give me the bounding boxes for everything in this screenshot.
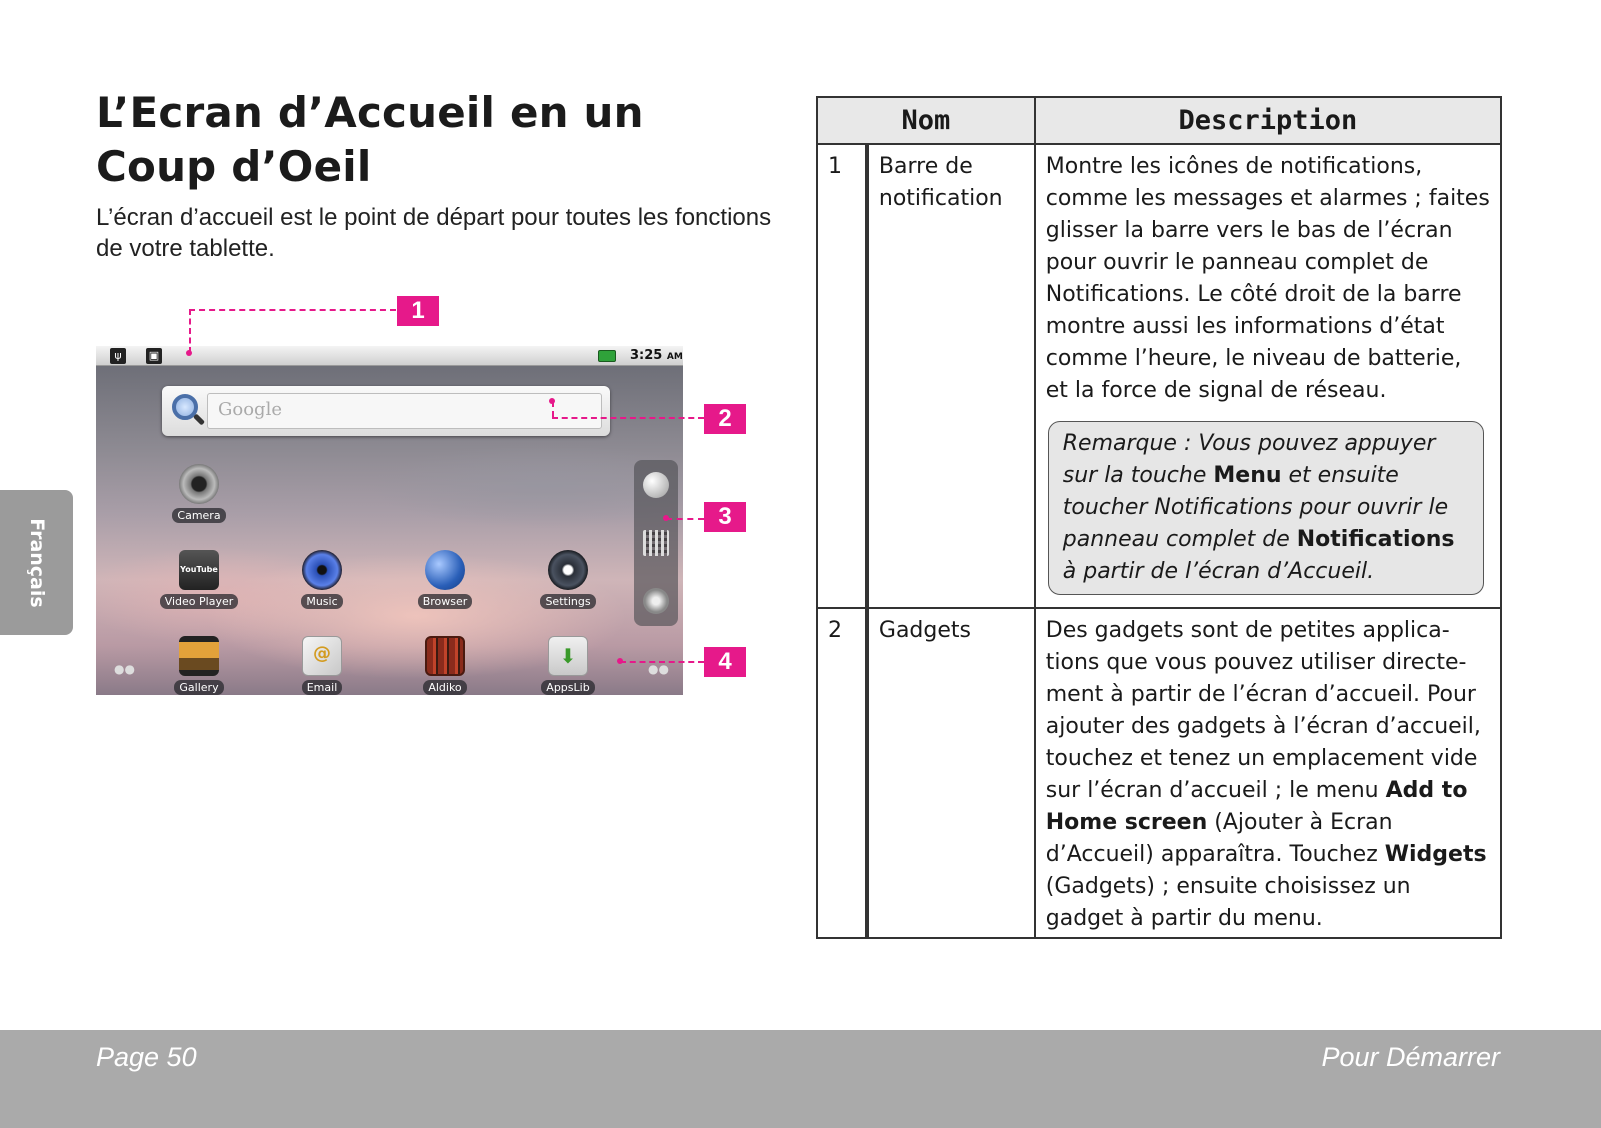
callout-3-dot (663, 515, 669, 521)
callout-2-line (552, 417, 704, 419)
camera-icon (179, 464, 219, 504)
app-label: Browser (418, 594, 473, 609)
app-gallery (154, 636, 244, 695)
home-screen-screenshot (96, 346, 683, 695)
page-footer (0, 1030, 1601, 1128)
gallery-icon (179, 636, 219, 676)
app-camera (154, 464, 244, 523)
page-title: L’Ecran d’Accueil en un Coup d’Oeil (96, 88, 644, 191)
language-tab-label: Français (25, 517, 48, 608)
row-name: Barre de notification (867, 144, 1035, 608)
globe-icon (425, 550, 465, 590)
app-label: Camera (172, 508, 225, 523)
wallpaper (96, 366, 683, 695)
table-row (817, 144, 1501, 608)
email-icon (302, 636, 342, 676)
page-indicator-right-icon: ●● (648, 662, 669, 676)
callout-3-line (666, 518, 704, 520)
row-name: Gadgets (867, 608, 1035, 938)
google-search-widget (162, 386, 610, 436)
app-label: Video Player (160, 594, 239, 609)
page-indicator-left-icon: ●● (114, 662, 135, 676)
battery-icon (598, 350, 616, 362)
callout-4-dot (617, 658, 623, 664)
note-box: Remarque : Vous pouvez appuyer sur la touche Menu et ensuite toucher Notifications pour ouvrir le panneau complet de Notifications à partir de l’écran d’Accueil. (1048, 421, 1484, 595)
callout-3: 3 (704, 502, 746, 532)
app-label: AppsLib (541, 680, 594, 695)
status-time: 3:25 AM (630, 348, 683, 363)
app-email (277, 636, 367, 695)
column-header-description: Description (1035, 97, 1501, 144)
intro-text: L’écran d’accueil est le point de départ pour toutes les fonctions de votre tablette. (96, 204, 772, 262)
app-label: Settings (540, 594, 595, 609)
app-aldiko (400, 636, 490, 695)
bookshelf-icon (425, 636, 465, 676)
google-search-field: Google (207, 393, 602, 429)
row-description: Des gadgets sont de petites applica-tions que vous pouvez utiliser directe-ment à partir de l’écran d’accueil. Pour ajouter des gadgets à l’écran d’accueil, touchez et tenez un emplacement vide sur l’écran d’accueil ; le menu Add to Home screen (Ajouter à Ecran d’Accueil) apparaîtra. Touchez Widgets (Gadgets) ; ensuite choisissez un gadget à partir du menu. (1035, 608, 1501, 938)
row-description (1035, 144, 1501, 608)
page-number: Page 50 (96, 1042, 197, 1072)
row-description-text: Montre les icônes de notifications, comme les messages et alarmes ; faites glisser la barre vers le bas de l’écran pour ouvrir le panneau complet de Notifications. Le côté droit de la barre montre aussi les informations d’état comme l’heure, le niveau de batterie, et la force de signal de réseau. (1045, 154, 1490, 403)
description-table (816, 96, 1502, 939)
callout-1: 1 (397, 296, 439, 326)
column-header-nom: Nom (817, 97, 1035, 144)
youtube-icon: YouTube (179, 550, 219, 590)
callout-1-line (189, 309, 396, 311)
download-bag-icon (548, 636, 588, 676)
search-icon (172, 394, 198, 420)
row-number: 1 (817, 144, 867, 608)
dock-shortcut-icon (643, 588, 669, 614)
app-drawer-icon (643, 530, 669, 556)
app-browser (400, 550, 490, 609)
callout-1-dot (186, 350, 192, 356)
android-icon: ▣ (146, 348, 162, 364)
app-video-player (154, 550, 244, 609)
callout-4-line (620, 661, 704, 663)
app-music (277, 550, 367, 609)
music-icon (302, 550, 342, 590)
app-label: Music (301, 594, 342, 609)
usb-icon: ψ (110, 348, 126, 364)
row-number: 2 (817, 608, 867, 938)
launcher-dock (634, 460, 678, 626)
table-header-row (817, 97, 1501, 144)
app-label: Gallery (174, 680, 223, 695)
callout-1-leader (189, 309, 191, 353)
app-appslib (523, 636, 613, 695)
callout-2-dot (549, 398, 555, 404)
browser-shortcut-icon (643, 472, 669, 498)
language-tab (0, 490, 73, 635)
settings-icon (548, 550, 588, 590)
app-label: Aldiko (423, 680, 466, 695)
callout-2: 2 (704, 404, 746, 434)
callout-4: 4 (704, 647, 746, 677)
app-settings (523, 550, 613, 609)
section-title: Pour Démarrer (1321, 1042, 1500, 1072)
notification-bar (96, 346, 683, 366)
table-row (817, 608, 1501, 938)
app-label: Email (302, 680, 343, 695)
